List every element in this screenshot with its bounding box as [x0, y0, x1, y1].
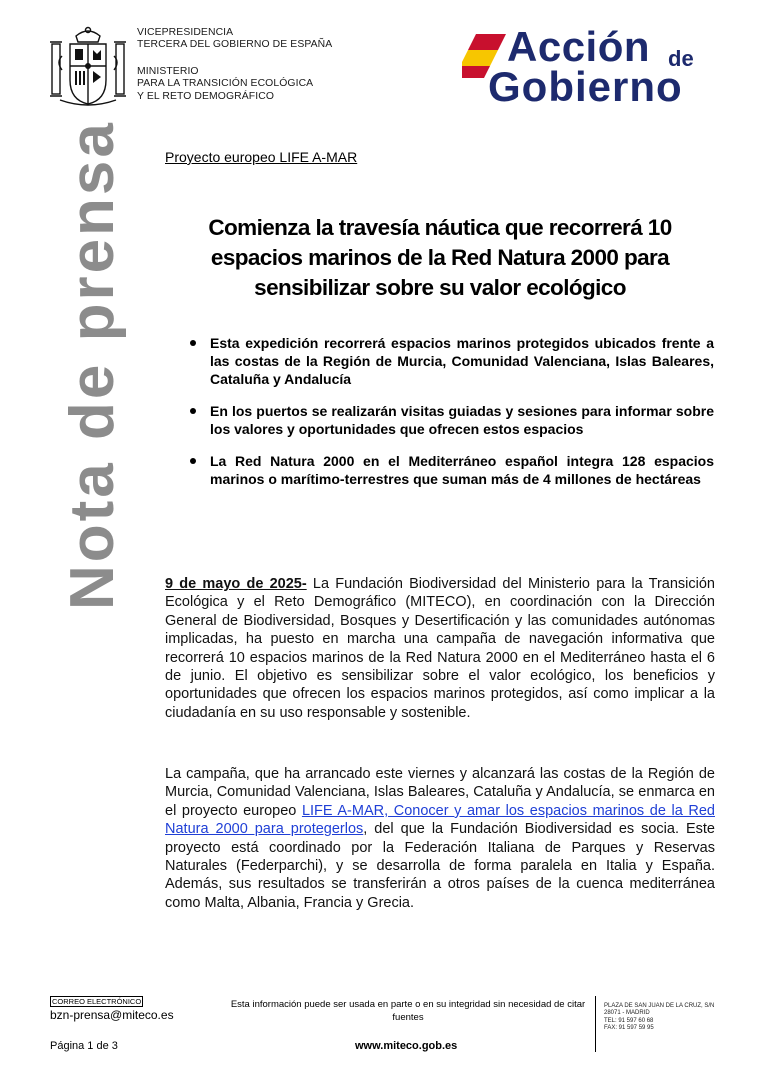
- press-date: 9 de mayo de 2025-: [165, 576, 307, 592]
- headline-line-3: sensibilizar sobre su valor ecológico: [254, 275, 626, 300]
- headline: [165, 213, 715, 303]
- ministry-header: [137, 27, 332, 103]
- headline-line-2: espacios marinos de la Red Natura 2000 para: [210, 245, 670, 270]
- project-label: Proyecto europeo LIFE A-MAR: [165, 149, 358, 165]
- address-line-4: FAX: 91 597 59 95: [604, 1025, 654, 1032]
- address-line-1: PLAZA DE SAN JUAN DE LA CRUZ, S/N: [604, 1003, 715, 1009]
- website-link[interactable]: www.miteco.gob.es: [355, 1040, 458, 1052]
- bullet-dot-icon: [190, 458, 196, 464]
- vicepresidency-line-2: TERCERA DEL GOBIERNO DE ESPAÑA: [137, 39, 333, 51]
- footer-divider: [595, 996, 596, 1052]
- address-block: [604, 1003, 714, 1033]
- address-line-3: TEL: 91 597 60 68: [604, 1017, 654, 1024]
- paragraph-2: [165, 765, 715, 912]
- press-email[interactable]: bzn-prensa@miteco.es: [50, 1008, 174, 1022]
- address-line-2: 28071 - MADRID: [604, 1010, 650, 1017]
- page-number: Página 1 de 3: [50, 1040, 118, 1052]
- bullet-text-1: Esta expedición recorrerá espacios marinos protegidos ubicados frente a las costas de la Región de Murcia, Comunidad Valenciana, Islas Baleares, Cataluña y Andalucía: [210, 335, 714, 387]
- vicepresidency-line-1: VICEPRESIDENCIA: [137, 27, 234, 38]
- logo-word-accion: Acción: [507, 23, 651, 70]
- usage-note: Esta información puede ser usada en parte o en su integridad sin necesidad de citar fuentes: [230, 999, 586, 1023]
- summary-bullets: [188, 334, 714, 502]
- bullet-text-2: En los puertos se realizarán visitas guiadas y sesiones para informar sobre los valores y oportunidades que ofrecen estos espacios: [210, 403, 714, 437]
- coat-of-arms-icon: [48, 26, 128, 114]
- ministry-line-1: MINISTERIO: [137, 65, 199, 77]
- bullet-dot-icon: [190, 408, 196, 414]
- email-label: CORREO ELECTRÓNICO: [52, 997, 142, 1006]
- ministry-line-2: PARA LA TRANSICIÓN ECOLÓGICA: [137, 78, 314, 90]
- ministry-line-3: Y EL RETO DEMOGRÁFICO: [137, 90, 275, 102]
- paragraph-1-text: La Fundación Biodiversidad del Ministerio para la Transición Ecológica y el Reto Demográfico (MITECO), en coordinación con la Dirección General de Biodiversidad, Bosques y Desertificación y las comunidades autónomas implicadas, ha puesto en marcha una campaña de navegación informativa que recorrerá 10 espacios marinos de la Red Natura 2000 en el Mediterráneo hasta el 6 de junio. El objetivo es sensibilizar sobre el valor ecológico, los beneficios y oportunidades que ofrecen los espacios marinos protegidos, así como implicar a la ciudadanía en su uso responsable y sostenible.: [165, 576, 715, 721]
- paragraph-2-before: La campaña, que ha arrancado este viernes y alcanzará las costas de la Región de Murcia, Comunidad Valenciana, Islas Baleares, Cataluña y Andalucía, se enmarca en el proyecto europeo: [165, 766, 715, 819]
- headline-line-1: Comienza la travesía náutica que recorrerá 10: [208, 215, 672, 240]
- bullet-text-3: La Red Natura 2000 en el Mediterráneo español integra 128 espacios marinos o marítimo-terrestres que suman más de 4 millones de hectáreas: [210, 453, 714, 487]
- logo-word-de: de: [668, 46, 694, 71]
- paragraph-2-after: , del que la Fundación Biodiversidad es socia. Este proyecto está coordinado por la Federación Italiana de Parques y Reservas Naturales (Federparchi), y se desarrolla de forma paralela en Italia y España. Además, sus resultados se transferirán a otros países de la cuenca mediterránea como Malta, Albania, Francia y Grecia.: [165, 821, 715, 911]
- paragraph-1: [165, 575, 715, 722]
- bullet-dot-icon: [190, 340, 196, 346]
- bullet-item: [188, 334, 714, 388]
- side-title-nota-de-prensa: Nota de prensa: [58, 120, 127, 610]
- life-amar-link[interactable]: LIFE A-MAR, Conocer y amar los espacios marinos de la Red Natura 2000 para protegerlos: [165, 802, 715, 838]
- bullet-item: [188, 402, 714, 438]
- bullet-item: [188, 452, 714, 488]
- logo-word-gobierno: Gobierno: [488, 63, 683, 110]
